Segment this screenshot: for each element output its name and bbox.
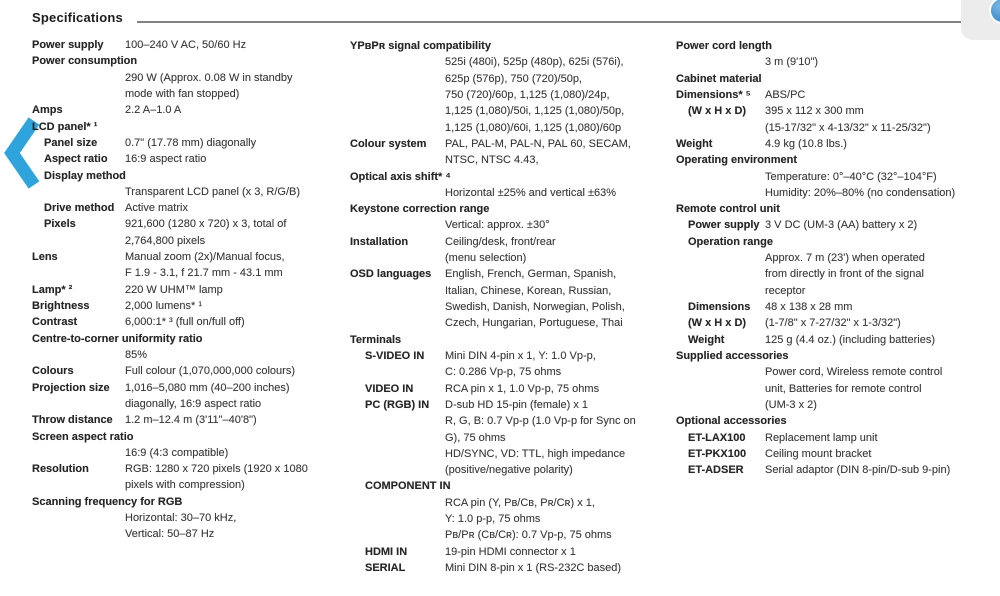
spec-line: [350, 120, 670, 136]
spec-value: RCA pin x 1, 1.0 Vp-p, 75 ohms: [445, 382, 600, 395]
spec-value: (menu selection): [445, 252, 527, 265]
spec-label: Lamp* ²: [32, 283, 73, 296]
spec-line: [350, 136, 670, 152]
spec-label: Contrast: [32, 316, 78, 329]
spec-line: [350, 397, 670, 413]
spec-line: [32, 494, 344, 510]
spec-value: 48 x 138 x 28 mm: [765, 301, 853, 313]
spec-value: Italian, Chinese, Korean, Russian,: [445, 284, 612, 297]
spec-label: Colours: [32, 365, 74, 378]
spec-line: [676, 462, 996, 478]
spec-value: Full colour (1,070,000,000 colours): [125, 365, 295, 378]
spec-value: 85%: [125, 348, 148, 361]
spec-label: HDMI IN: [365, 545, 408, 558]
spec-line: [32, 298, 344, 314]
spec-line: [350, 38, 670, 54]
spec-line: [676, 169, 996, 185]
spec-value: 2,000 lumens* ¹: [125, 300, 203, 312]
spec-line: [676, 71, 996, 87]
spec-column-3: [676, 38, 996, 478]
spec-value: Temperature: 0°–40°C (32°–104°F): [765, 170, 937, 183]
spec-value: RGB: 1280 x 720 pixels (1920 x 1080: [125, 463, 308, 476]
spec-line: [676, 217, 996, 233]
spec-value: 1.2 m–12.4 m (3'11"–40'8"): [125, 414, 257, 427]
spec-label: VIDEO IN: [365, 382, 414, 395]
spec-label: Projection size: [32, 381, 110, 394]
spec-line: [350, 430, 670, 446]
spec-value: Humidity: 20%–80% (no condensation): [765, 186, 956, 199]
spec-value: C: 0.286 Vp-p, 75 ohms: [445, 366, 562, 379]
spec-line: [676, 136, 996, 152]
spec-value: R, G, B: 0.7 Vp-p (1.0 Vp-p for Sync on: [445, 415, 636, 428]
spec-line: [32, 331, 344, 347]
spec-value: 220 W UHM™ lamp: [125, 283, 223, 296]
spec-label: Installation: [350, 235, 409, 248]
spec-line: [32, 412, 344, 428]
spec-line: [350, 71, 670, 87]
spec-line: [32, 461, 344, 477]
spec-line: [350, 381, 670, 397]
spec-line: [350, 234, 670, 250]
spec-value: Horizontal ±25% and vertical ±63%: [445, 186, 617, 199]
spec-label: Optional accessories: [676, 415, 787, 428]
spec-value: Swedish, Danish, Norwegian, Polish,: [445, 301, 625, 313]
spec-line: [32, 363, 344, 379]
spec-value: 290 W (Approx. 0.08 W in standby: [125, 71, 293, 84]
spec-line: [350, 87, 670, 103]
spec-line: [32, 347, 344, 363]
spec-line: [32, 135, 344, 151]
spec-value: English, French, German, Spanish,: [445, 268, 617, 281]
spec-label: Terminals: [350, 333, 402, 346]
spec-line: [676, 430, 996, 446]
spec-label: ET-LAX100: [688, 431, 746, 444]
spec-label: Keystone correction range: [350, 203, 490, 216]
spec-label: ET-ADSER: [688, 464, 744, 477]
spec-value: 2,764,800 pixels: [125, 234, 206, 247]
spec-line: [32, 282, 344, 298]
spec-line: [32, 526, 344, 542]
spec-line: [350, 152, 670, 168]
spec-label: Amps: [32, 104, 63, 117]
spec-line: [350, 544, 670, 560]
spec-column-1: [32, 37, 344, 543]
spec-line: [676, 87, 996, 103]
spec-label: Aspect ratio: [44, 153, 108, 166]
spec-line: [32, 265, 344, 281]
spec-value: 1,125 (1,080)/50i, 1,125 (1,080)/50p,: [445, 105, 625, 118]
spec-line: [350, 446, 670, 462]
spec-value: 1,125 (1,080)/60i, 1,125 (1,080)/60p: [445, 121, 622, 134]
spec-line: [676, 250, 996, 266]
spec-line: [676, 38, 996, 54]
spec-line: [676, 185, 996, 201]
spec-line: [676, 348, 996, 364]
spec-line: [350, 169, 670, 185]
spec-label: Screen aspect ratio: [32, 430, 134, 443]
spec-line: [676, 364, 996, 380]
spec-line: [350, 495, 670, 511]
spec-value: receptor: [765, 284, 806, 297]
spec-line: [32, 37, 344, 53]
spec-line: [32, 70, 344, 86]
spec-value: Czech, Hungarian, Portuguese, Thai: [445, 317, 623, 330]
spec-value: (positive/negative polarity): [445, 464, 573, 477]
spec-line: [32, 510, 344, 526]
spec-label: Operation range: [688, 235, 773, 248]
spec-label: Power supply: [32, 39, 104, 51]
spec-value: RCA pin (Y, Pʙ/Cʙ, Pʀ/Cʀ) x 1,: [445, 496, 595, 509]
spec-line: [350, 103, 670, 119]
spec-value: 750 (720)/60p, 1,125 (1,080)/24p,: [445, 88, 610, 101]
spec-line: [350, 478, 670, 494]
spec-line: [32, 445, 344, 461]
spec-value: Y: 1.0 p-p, 75 ohms: [445, 513, 541, 526]
spec-value: unit, Batteries for remote control: [765, 382, 922, 395]
spec-label: Supplied accessories: [676, 349, 789, 362]
spec-value: 395 x 112 x 300 mm: [765, 105, 864, 118]
spec-line: [32, 380, 344, 396]
spec-value: Horizontal: 30–70 kHz,: [125, 512, 237, 525]
spec-line: [350, 348, 670, 364]
spec-line: [350, 511, 670, 527]
spec-label: Resolution: [32, 463, 89, 476]
spec-line: [676, 446, 996, 462]
spec-value: Vertical: 50–87 Hz: [125, 528, 215, 541]
spec-line: [350, 364, 670, 380]
spec-label: YPʙPʀ signal compatibility: [350, 40, 491, 52]
spec-label: (W x H x D): [688, 105, 747, 118]
spec-value: diagonally, 16:9 aspect ratio: [125, 397, 262, 410]
spec-label: Weight: [688, 333, 725, 346]
spec-label: OSD languages: [350, 268, 432, 281]
spec-value: PAL, PAL-M, PAL-N, PAL 60, SECAM,: [445, 137, 631, 150]
spec-label: Pixels: [44, 218, 76, 231]
spec-line: [676, 103, 996, 119]
spec-label: Lens: [32, 251, 58, 264]
spec-line: [32, 233, 344, 249]
spec-line: [32, 86, 344, 102]
spec-value: F 1.9 - 3.1, f 21.7 mm - 43.1 mm: [125, 267, 283, 280]
spec-line: [32, 119, 344, 135]
spec-value: Ceiling/desk, front/rear: [445, 235, 556, 248]
spec-label: Power cord length: [676, 40, 772, 52]
spec-value: Replacement lamp unit: [765, 431, 878, 444]
spec-value: 921,600 (1280 x 720) x 3, total of: [125, 218, 287, 231]
spec-value: NTSC, NTSC 4.43,: [445, 154, 539, 167]
spec-line: [32, 184, 344, 200]
spec-value: 525i (480i), 525p (480p), 625i (576i),: [445, 56, 624, 69]
spec-line: [676, 234, 996, 250]
spec-value: 1,016–5,080 mm (40–200 inches): [125, 381, 290, 394]
spec-line: [350, 250, 670, 266]
spec-value: D-sub HD 15-pin (female) x 1: [445, 398, 589, 411]
spec-line: [350, 299, 670, 315]
spec-value: 19-pin HDMI connector x 1: [445, 545, 576, 558]
spec-line: [676, 299, 996, 315]
spec-value: 625p (576p), 750 (720)/50p,: [445, 72, 582, 85]
spec-label: Weight: [676, 137, 713, 150]
spec-line: [350, 201, 670, 217]
spec-line: [350, 54, 670, 70]
spec-line: [676, 397, 996, 413]
spec-line: [676, 381, 996, 397]
spec-line: [676, 413, 996, 429]
spec-line: [32, 53, 344, 69]
spec-label: Display method: [44, 169, 126, 182]
spec-line: [350, 527, 670, 543]
spec-value: from directly in front of the signal: [765, 268, 924, 281]
spec-label: Remote control unit: [676, 203, 780, 216]
spec-line: [350, 315, 670, 331]
spec-value: Approx. 7 m (23') when operated: [765, 252, 925, 265]
spec-label: Panel size: [44, 136, 98, 149]
title-rule: [137, 21, 963, 23]
spec-line: [350, 266, 670, 282]
spec-label: PC (RGB) IN: [365, 398, 430, 411]
spec-line: [350, 283, 670, 299]
spec-value: (1-7/8" x 7-27/32" x 1-3/32"): [765, 317, 901, 330]
spec-line: [350, 332, 670, 348]
page-title: Specifications: [32, 10, 123, 25]
spec-label: Drive method: [44, 202, 115, 215]
spec-label: ET-PKX100: [688, 447, 747, 460]
spec-line: [676, 152, 996, 168]
spec-line: [676, 283, 996, 299]
spec-line: [350, 413, 670, 429]
spec-line: [32, 168, 344, 184]
spec-value: HD/SYNC, VD: TTL, high impedance: [445, 447, 626, 460]
spec-value: ABS/PC: [765, 88, 806, 101]
spec-line: [676, 332, 996, 348]
spec-value: Vertical: approx. ±30°: [445, 219, 550, 232]
spec-line: [350, 560, 670, 576]
spec-label: Dimensions* ⁵: [676, 88, 751, 101]
spec-value: Manual zoom (2x)/Manual focus,: [125, 251, 285, 264]
spec-line: [676, 120, 996, 136]
spec-value: 3 V DC (UM-3 (AA) battery x 2): [765, 219, 918, 232]
spec-label: Power consumption: [32, 55, 138, 68]
spec-line: [32, 314, 344, 330]
spec-value: Mini DIN 8-pin x 1 (RS-232C based): [445, 562, 622, 574]
spec-line: [350, 185, 670, 201]
spec-value: Pʙ/Pʀ (Cʙ/Cʀ): 0.7 Vp-p, 75 ohms: [445, 529, 612, 542]
spec-line: [350, 462, 670, 478]
spec-value: 16:9 aspect ratio: [125, 153, 207, 166]
spec-value: Transparent LCD panel (x 3, R/G/B): [125, 185, 301, 198]
spec-line: [350, 217, 670, 233]
spec-label: Scanning frequency for RGB: [32, 495, 183, 508]
spec-label: Optical axis shift* ⁴: [350, 170, 451, 183]
spec-line: [676, 201, 996, 217]
spec-line: [32, 216, 344, 232]
spec-line: [32, 200, 344, 216]
spec-value: G), 75 ohms: [445, 431, 506, 444]
spec-label: SERIAL: [365, 562, 406, 574]
spec-value: 3 m (9'10"): [765, 56, 819, 69]
spec-label: Brightness: [32, 300, 90, 312]
spec-value: Mini DIN 4-pin x 1, Y: 1.0 Vp-p,: [445, 349, 596, 362]
spec-label: Operating environment: [676, 154, 798, 167]
spec-value: Ceiling mount bracket: [765, 447, 872, 460]
spec-value: (15-17/32" x 4-13/32" x 11-25/32"): [765, 121, 931, 134]
spec-line: [32, 151, 344, 167]
spec-label: Power supply: [688, 219, 760, 232]
spec-value: 6,000:1* ³ (full on/full off): [125, 316, 245, 329]
spec-value: 0.7" (17.78 mm) diagonally: [125, 136, 257, 149]
spec-value: 16:9 (4:3 compatible): [125, 446, 229, 459]
spec-label: Centre-to-corner uniformity ratio: [32, 332, 203, 345]
spec-value: 2.2 A–1.0 A: [125, 104, 182, 117]
spec-line: [676, 54, 996, 70]
spec-label: Throw distance: [32, 414, 113, 427]
spec-value: (UM-3 x 2): [765, 398, 817, 411]
spec-label: Colour system: [350, 137, 427, 150]
spec-value: Serial adaptor (DIN 8-pin/D-sub 9-pin): [765, 464, 951, 477]
spec-value: mode with fan stopped): [125, 87, 240, 100]
spec-value: 100–240 V AC, 50/60 Hz: [125, 39, 247, 51]
spec-value: 125 g (4.4 oz.) (including batteries): [765, 333, 935, 346]
spec-line: [676, 266, 996, 282]
spec-line: [32, 249, 344, 265]
spec-line: [32, 477, 344, 493]
spec-label: Cabinet material: [676, 72, 762, 85]
spec-value: 4.9 kg (10.8 lbs.): [765, 137, 847, 150]
spec-column-2: [350, 38, 670, 576]
spec-line: [676, 315, 996, 331]
spec-label: COMPONENT IN: [365, 480, 451, 493]
spec-label: Dimensions: [688, 301, 751, 313]
spec-value: pixels with compression): [125, 479, 245, 492]
spec-label: (W x H x D): [688, 317, 747, 330]
spec-line: [32, 102, 344, 118]
spec-line: [32, 429, 344, 445]
spec-label: LCD panel* ¹: [32, 120, 98, 133]
spec-value: Active matrix: [125, 202, 188, 215]
spec-label: S-VIDEO IN: [365, 349, 425, 362]
spec-line: [32, 396, 344, 412]
spec-value: Power cord, Wireless remote control: [765, 366, 943, 379]
